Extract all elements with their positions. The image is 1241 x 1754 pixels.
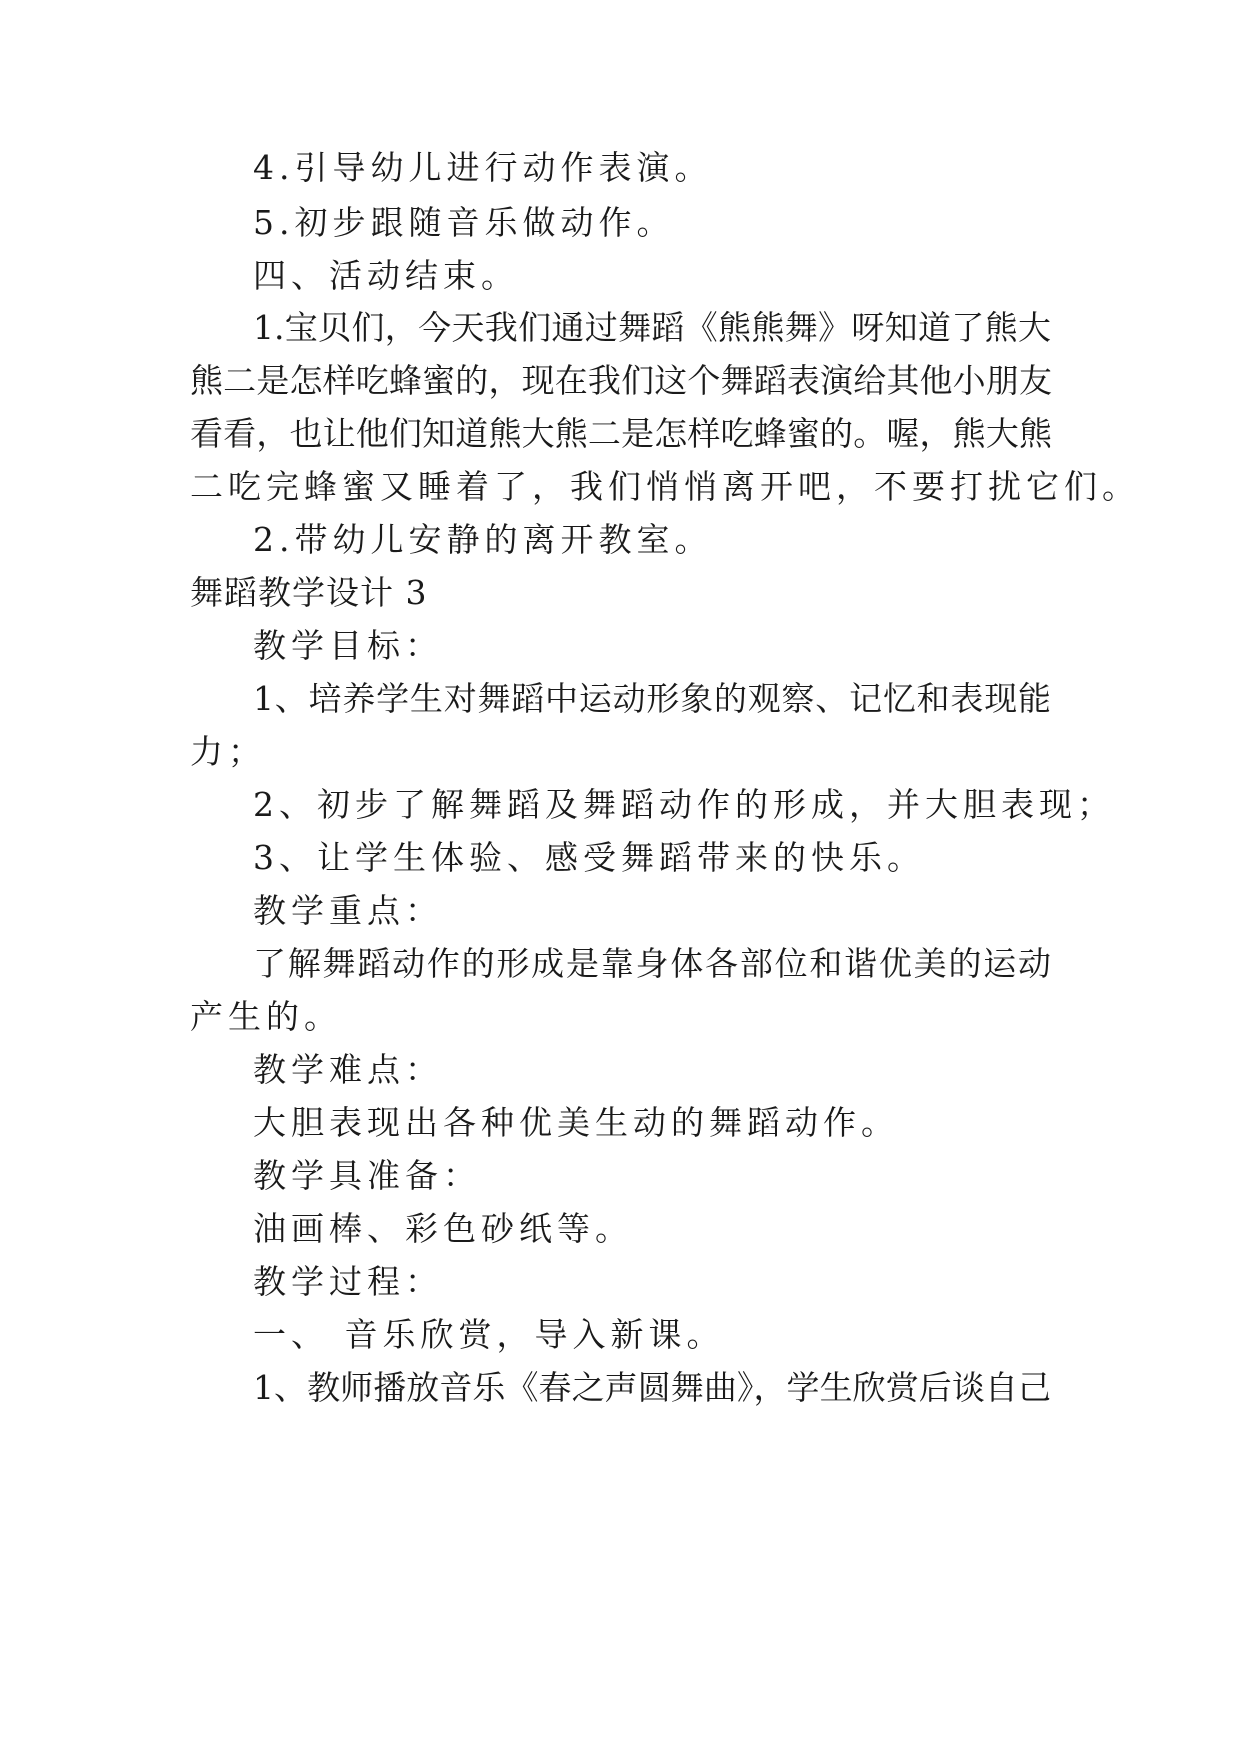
text-line-step5: 5.初步跟随音乐做动作。 <box>253 203 675 242</box>
goal-item-2: 2、初步了解舞蹈及舞蹈动作的形成，并大胆表现； <box>253 785 1115 824</box>
paragraph-line: 1、教师播放音乐《春之声圆舞曲》，学生欣赏后谈自己 <box>253 1368 1051 1407</box>
process-step-1: 一、 音乐欣赏，导入新课。 <box>253 1315 725 1354</box>
paragraph-line: 1.宝贝们，今天我们通过舞蹈《熊熊舞》呀知道了熊大 <box>253 308 1051 347</box>
paragraph-line: 产生的。 <box>190 997 342 1036</box>
subheading-materials: 教学具准备： <box>253 1156 481 1195</box>
subheading-process: 教学过程： <box>253 1262 443 1301</box>
paragraph-line: 二吃完蜂蜜又睡着了，我们悄悄离开吧，不要打扰它们。 <box>190 467 1140 506</box>
goal-item-1: 1、培养学生对舞蹈中运动形象的观察、记忆和表现能 <box>253 679 1051 718</box>
subheading-teaching-goals: 教学目标： <box>253 626 443 665</box>
paragraph-line: 了解舞蹈动作的形成是靠身体各部位和谐优美的运动 <box>253 944 1051 983</box>
paragraph-line: 看看，也让他们知道熊大熊二是怎样吃蜂蜜的。喔，熊大熊 <box>190 414 1052 453</box>
text-line-step2: 2.带幼儿安静的离开教室。 <box>253 520 713 559</box>
text-line-step4: 4.引导幼儿进行动作表演。 <box>253 148 713 187</box>
goal-item-3: 3、让学生体验、感受舞蹈带来的快乐。 <box>253 838 925 877</box>
subheading-difficulties: 教学难点： <box>253 1050 443 1089</box>
section-heading-activity-end: 四、活动结束。 <box>253 256 519 295</box>
paragraph-line: 油画棒、彩色砂纸等。 <box>253 1209 633 1248</box>
paragraph-line: 大胆表现出各种优美生动的舞蹈动作。 <box>253 1103 899 1142</box>
paragraph-line: 熊二是怎样吃蜂蜜的，现在我们这个舞蹈表演给其他小朋友 <box>190 361 1052 400</box>
section-title: 舞蹈教学设计 3 <box>190 573 428 612</box>
goal-item-1-continued: 力； <box>190 732 266 771</box>
subheading-key-points: 教学重点： <box>253 891 443 930</box>
